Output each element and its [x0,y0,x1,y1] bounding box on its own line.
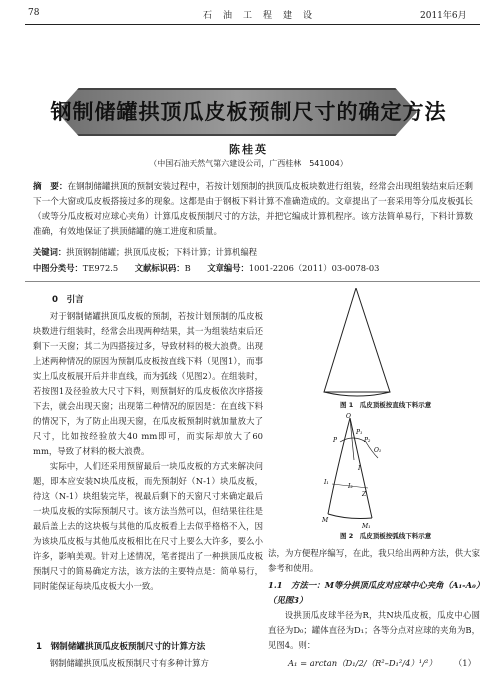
body-left [33,309,263,594]
abstract-rule [25,281,480,282]
equation-1-number: （1） [453,658,476,668]
doc-code-value: B [184,263,191,273]
fig2-label-I: I [358,465,361,472]
fig2-outer-arcs [328,418,372,518]
keywords-text: 拱顶钢制储罐；拱顶瓜皮板；下料计算；计算机编程 [66,247,258,257]
fig2-label-O1: O₁ [374,447,382,454]
fig2-label-Z: Z [362,491,367,498]
affiliation: （中国石油天然气第六建设公司，广西桂林 541004） [149,159,348,168]
figure-2-caption: 图 2 瓜皮顶板按弧线下料示意 [340,532,432,540]
page-title: 钢制储罐拱顶瓜皮板预制尺寸的确定方法 [50,100,447,124]
fig1-base-arc [324,392,390,396]
fig2-label-P2: P₂ [364,437,371,444]
fig2-label-M: M [322,517,329,524]
fig2-label-O: O [346,413,351,420]
page-number: 78 [28,8,40,18]
fig2-label-I1: I₁ [324,479,329,486]
equation-1 [268,657,480,669]
section-1-1-heading: 1.1 方法一：M等分拱顶瓜皮对应球中心夹角（A₁-A₀）（见图3） [268,580,480,605]
author: 陈桂英 [229,143,268,156]
section-1-paragraph: 钢制储罐拱顶瓜皮板预制尺寸有多种计算方 [49,658,209,668]
figure-2 [318,412,428,530]
keywords-label: 关键词： [33,247,67,257]
fig2-upper-arc [340,438,378,458]
issue-date: 2011年6月 [420,11,467,21]
abstract [33,180,473,240]
fig2-label-M1: M₁ [362,523,371,530]
article-no-value: 1001-2206（2011）03-0078-03 [248,263,380,273]
section-0-heading: 0 引言 [52,295,84,305]
journal-name: 石 油 工 程 建 设 [203,11,314,21]
equation-1-body: A₁ = arctan（D₁/2/（R²–D₁²/4）¹/²） [288,658,437,668]
right-column-intro [268,546,480,653]
header-rule [25,24,480,25]
classification [33,262,379,274]
clc-value: TE972.5 [82,263,119,273]
paragraph-2: 实际中，人们还采用预留最后一块瓜皮板的方式来解决问题，即本应安装N块瓜皮板，而先预制好（N-1）块瓜皮板，待这（N-1）块组装完毕，视最后剩下的天窗尺寸来确定最后一块瓜皮板的实际预制尺寸。该方法当然可以，但结果往往是最后盖上去的这块板与其他的瓜皮板看上去似乎格格不入，因为该块瓜皮板与其他瓜皮板相比在尺寸上要么大许多，要么小许多，影响美观。针对上述情况，笔者提出了一种拱顶瓜皮板预制尺寸的简易确定方法，该方法的主要特点是：简单易行，同时能保证每块瓜皮板大小一致。 [33,461,263,591]
right-intro-text: 法，为方便程序编写，在此，我只给出两种方法，供大家参考和使用。 [268,548,480,573]
article-no-label: 文章编号： [207,263,249,273]
fig2-label-P: P [333,437,338,444]
fig2-lower-arc [328,514,372,519]
fig2-center-line [350,418,354,460]
keywords [33,246,257,258]
section-1-1-text: 设拱顶瓜皮球半径为R，共N块瓜皮板，瓜皮中心圆直径为D₀；罐体直径为D₁；各等分点对应球的夹角为B，见图4。则： [268,610,480,650]
fig1-panel-outline [324,288,390,392]
abstract-text: 在钢制储罐拱顶的预制安装过程中，若按计划预制的拱顶瓜皮板块数进行组装，经常会出现组装结束后还剩下一个大窗或瓜皮板搭接过多的现象。这都是由于钢板下料计算不准确造成的。文章提出了一套采用等分瓜皮板弧长（或等分瓜皮板对应球心夹角）计算瓜皮板预制尺寸的方法，并把它编成计算机程序。该方法简单易行，下料计算数准确，有效地保证了拱顶储罐的施工进度和质量。 [33,182,473,237]
clc-label: 中图分类号： [33,263,83,273]
figure-1 [318,288,428,398]
doc-code-label: 文献标识码： [134,263,185,273]
figure-1-caption: 图 1 瓜皮顶板按直线下料示意 [340,401,432,409]
fig2-label-I2: I₂ [348,483,353,490]
abstract-label: 摘 要： [33,182,68,192]
fig2-label-P1: P₁ [356,429,363,436]
section-1-heading: 1 钢制储罐拱顶瓜皮板预制尺寸的计算方法 [36,642,206,652]
paragraph-1: 对于钢制储罐拱顶瓜皮板的预制，若按计划预制的瓜皮板块数进行组装时，经常会出现两种结果，其一为组装结束后还剩下一天窗；其二为四搭接过多，导致材料的极大浪费。出现上述两种情况的原因为预制瓜皮板按直线下料（见图1），而事实上瓜皮板展开后并非直线，而为弧线（见图2）。在组装时，若按图1及径验放大尺寸下料，则预制好的瓜皮板依次序搭接下去，就会出现天窗；出现第二种情况的原因是：在直线下料的情况下，为了防止出现天窗，在瓜皮板预制时就加量放大了尺寸，比如按经验放大40 mm即可，而实际却放大了60 mm，导致了材料的极大浪费。 [33,311,263,456]
section-1-text [33,656,263,671]
